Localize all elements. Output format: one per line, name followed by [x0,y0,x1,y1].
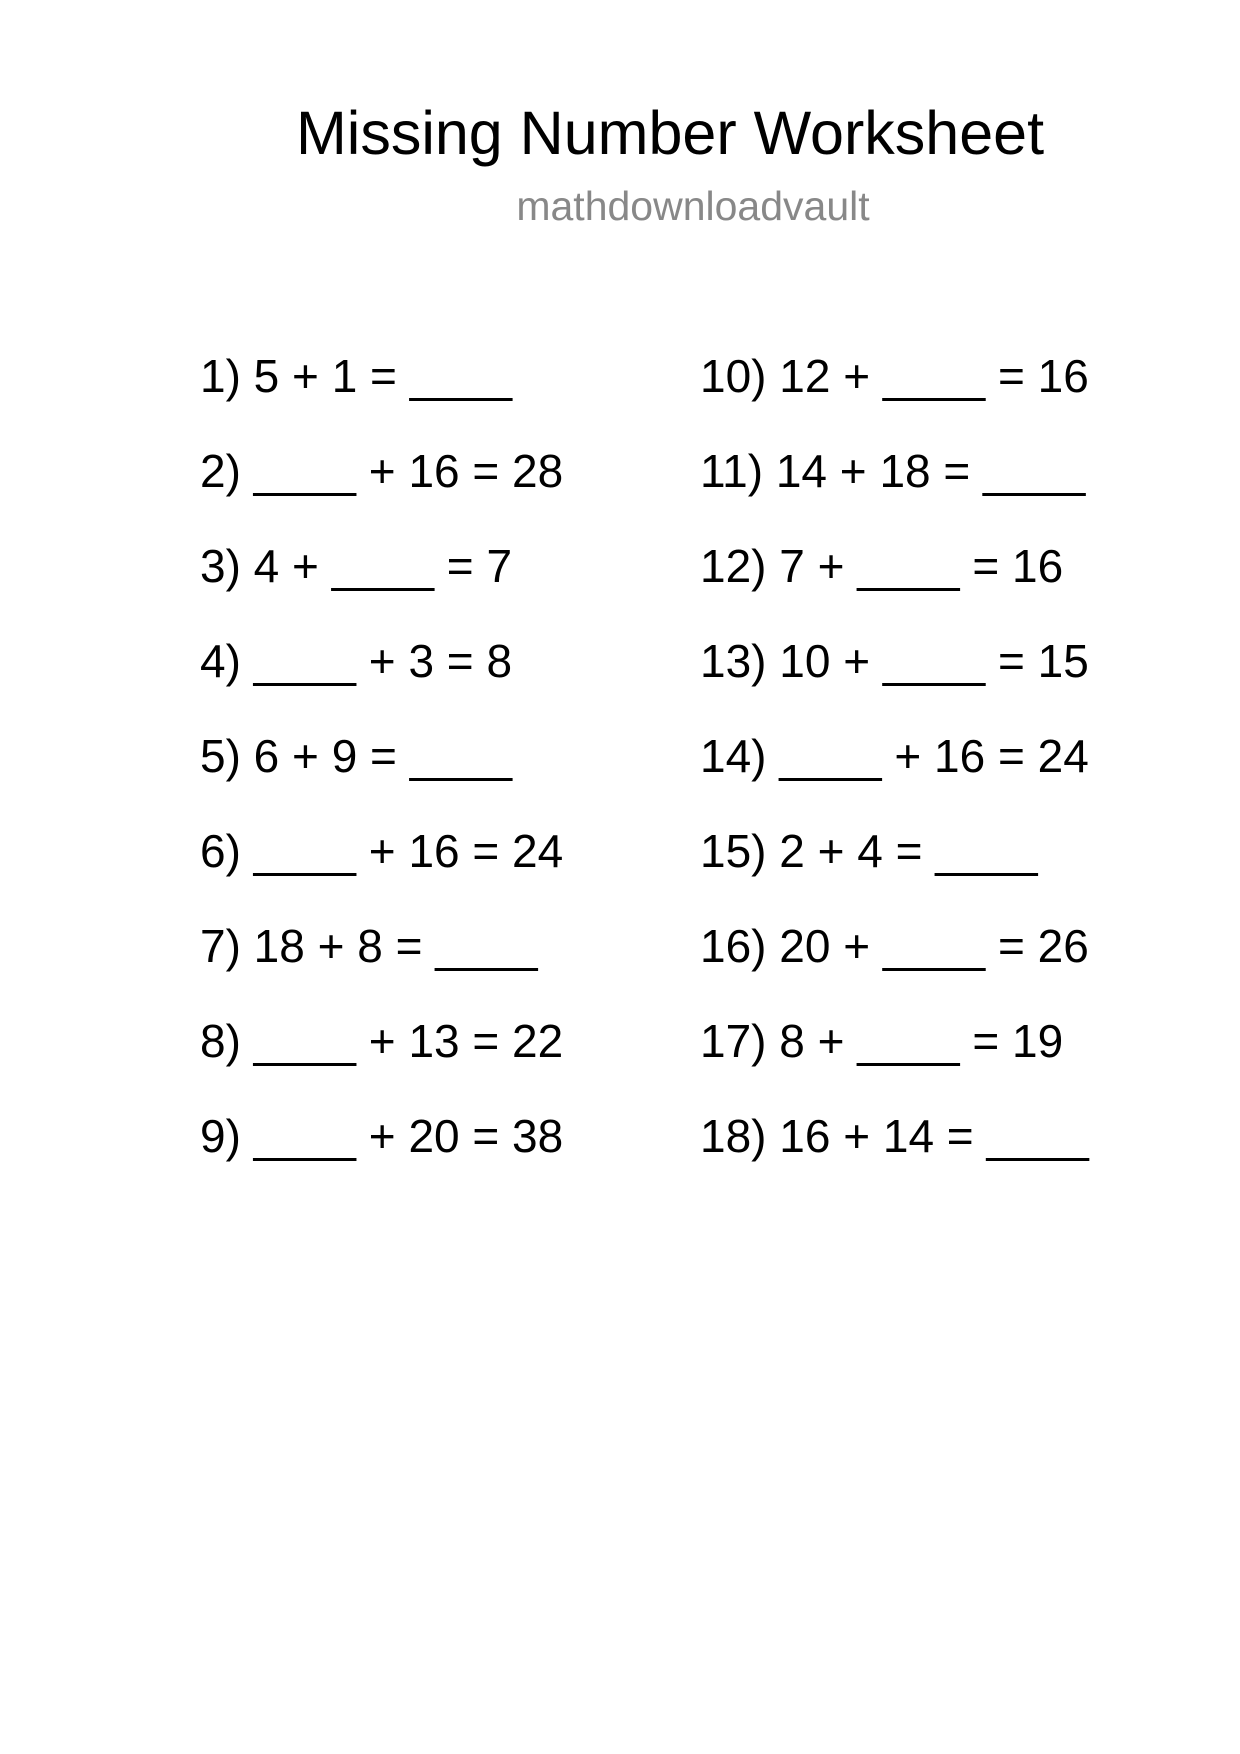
problem: 13) 10 + ____ = 15 [700,635,1089,687]
worksheet-subtitle: mathdownloadvault [516,183,870,229]
problem: 9) ____ + 20 = 38 [200,1110,564,1162]
problems-right-column [700,348,1089,1203]
problem: 16) 20 + ____ = 26 [700,920,1089,972]
problem: 5) 6 + 9 = ____ [200,730,513,782]
problems-left-column [200,348,563,1203]
problem: 7) 18 + 8 = ____ [200,920,538,972]
worksheet-title: Missing Number Worksheet [295,99,1045,167]
problem: 11) 14 + 18 = ____ [700,445,1086,497]
problem: 18) 16 + 14 = ____ [700,1110,1089,1162]
problem: 6) ____ + 16 = 24 [200,825,564,877]
problem: 15) 2 + 4 = ____ [700,825,1038,877]
problem: 2) ____ + 16 = 28 [200,445,564,497]
problem: 12) 7 + ____ = 16 [700,540,1064,592]
problem: 10) 12 + ____ = 16 [700,350,1089,402]
problem: 8) ____ + 13 = 22 [200,1015,564,1067]
problem: 1) 5 + 1 = ____ [200,350,513,402]
problem: 17) 8 + ____ = 19 [700,1015,1064,1067]
problem: 4) ____ + 3 = 8 [200,635,513,687]
problem: 14) ____ + 16 = 24 [700,730,1089,782]
problem: 3) 4 + ____ = 7 [200,540,513,592]
